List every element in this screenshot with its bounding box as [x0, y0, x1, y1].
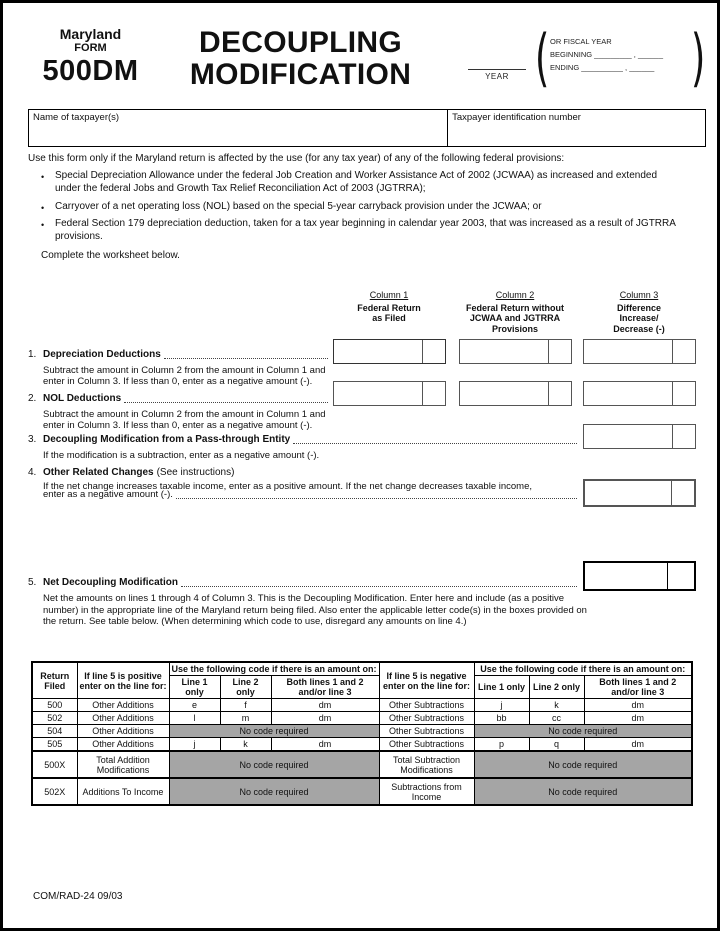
line3-title: Decoupling Modification from a Pass-through Entity [43, 434, 291, 445]
line4-row [28, 467, 580, 479]
cell-form: 502 [32, 712, 77, 725]
line5-subtext: Net the amounts on lines 1 through 4 of Column 3. This is the Decoupling Modification. Enter here and include (as a positive number) in the appropriate line of the Maryland return being filed. Also enter the applicable letter code(s) in the boxes provided on the return. See table below. (When determining which code to use, disregard any amounts on line 4.) [43, 593, 587, 627]
line1-row [28, 349, 331, 361]
form-revision-code: COM/RAD-24 09/03 [33, 891, 123, 902]
dotted-leader [164, 358, 328, 359]
cell-form: 502X [32, 778, 77, 805]
bullet-icon: • [41, 220, 45, 230]
cell-negative-line: Other Subtractions [379, 725, 474, 738]
taxpayer-name-label: Name of taxpayer(s) [33, 112, 120, 123]
cell-no-code: No code required [169, 725, 379, 738]
code-table-row-500 [32, 699, 692, 712]
cell-code: dm [271, 712, 379, 725]
code-table-row-505 [32, 738, 692, 752]
line1-subtext: Subtract the amount in Column 2 from the amount in Column 1 and enter in Column 3. If less than 0, enter as a negative amount (-). [43, 365, 326, 387]
bullet-icon: • [41, 172, 45, 182]
line3-amount-box[interactable] [583, 424, 696, 449]
taxpayer-box [28, 109, 706, 147]
th-negative: If line 5 is negative enter on the line for: [379, 662, 474, 699]
cell-code: f [220, 699, 271, 712]
line4-subtext: If the net change increases taxable income, enter as a positive amount. If the net change decreases taxable income, [43, 481, 533, 492]
code-table [31, 661, 693, 806]
cell-no-code: No code required [474, 778, 692, 805]
th-positive: If line 5 is positive enter on the line for: [77, 662, 169, 699]
line5-number: 5. [28, 577, 37, 588]
line2-col2-amount-box[interactable] [459, 381, 572, 406]
cell-positive-line: Other Additions [77, 725, 169, 738]
cell-code: cc [529, 712, 584, 725]
cell-code: m [220, 712, 271, 725]
cell-negative-line: Other Subtractions [379, 699, 474, 712]
line3-subtext: If the modification is a subtraction, enter as a negative amount (-). [43, 450, 320, 461]
fiscal-ending-field[interactable]: ENDING __________ , ______ [550, 63, 655, 72]
column-3-label: Column 3 [619, 290, 659, 300]
form-id-block [33, 27, 148, 87]
column-1-label: Column 1 [369, 290, 409, 300]
cell-code: l [169, 712, 220, 725]
bullet-icon: • [41, 203, 45, 213]
state-name: Maryland [59, 26, 122, 42]
cell-negative-line: Total Subtraction Modifications [379, 751, 474, 778]
cell-code: p [474, 738, 529, 752]
cell-no-code: No code required [474, 751, 692, 778]
line1-number: 1. [28, 349, 37, 360]
line4-note: (See instructions) [156, 467, 235, 478]
line3-number: 3. [28, 434, 37, 445]
column-2-header: Column 2 Federal Return without JCWAA and JGTRRA Provisions [453, 290, 577, 334]
th-use-code-positive: Use the following code if there is an amount on: [169, 662, 379, 676]
intro-text: Use this form only if the Maryland return is affected by the use (for any tax year) of any of the following federal provisions: [28, 153, 565, 164]
line1-col3-amount-box[interactable] [583, 339, 696, 364]
dotted-leader [124, 402, 328, 403]
cell-positive-line: Other Additions [77, 738, 169, 752]
form-word: FORM [74, 42, 107, 54]
form-title-line2: MODIFICATION [189, 58, 412, 91]
fiscal-beginning-field[interactable]: BEGINNING _________ , ______ [550, 50, 663, 59]
line4-subtext2-row [43, 489, 580, 501]
cell-no-code: No code required [474, 725, 692, 738]
fiscal-year-fields[interactable] [550, 35, 690, 74]
cell-negative-line: Other Subtractions [379, 712, 474, 725]
cell-positive-line: Additions To Income [77, 778, 169, 805]
cell-code: j [169, 738, 220, 752]
dotted-leader [293, 443, 577, 444]
column-3-header: Column 3 Difference Increase/ Decrease (-) [577, 290, 701, 334]
cell-form: 500X [32, 751, 77, 778]
bullet-text: Special Depreciation Allowance under the federal Job Creation and Worker Assistance Act of 2002 (JCWAA) as increased and extended under the federal Jobs and Growth Tax Relief Reconciliation Act of 2003 (JGTRRA); [55, 170, 658, 194]
cell-code: bb [474, 712, 529, 725]
line5-row [28, 577, 580, 589]
bullet-text: Federal Section 179 depreciation deduction, taken for a tax year beginning in calendar year 2003, that was increased as a result of JGTRRA provisions. [55, 218, 676, 242]
line2-subtext: Subtract the amount in Column 2 from the amount in Column 1 and enter in Column 3. If less than 0, enter as a negative amount (-). [43, 409, 326, 431]
cell-code: k [220, 738, 271, 752]
cell-code: dm [271, 699, 379, 712]
line2-col3-amount-box[interactable] [583, 381, 696, 406]
cell-form: 504 [32, 725, 77, 738]
line4-title: Other Related Changes [43, 467, 154, 478]
dotted-leader [176, 498, 577, 499]
line4-number: 4. [28, 467, 37, 478]
code-table-row-502X [32, 778, 692, 805]
line3-row [28, 434, 580, 446]
cell-negative-line: Subtractions from Income [379, 778, 474, 805]
cell-positive-line: Other Additions [77, 712, 169, 725]
cell-positive-line: Total Addition Modifications [77, 751, 169, 778]
cell-code: dm [584, 699, 692, 712]
taxpayer-id-label: Taxpayer identification number [452, 112, 581, 123]
taxpayer-id-field[interactable] [448, 110, 705, 146]
line1-col2-amount-box[interactable] [459, 339, 572, 364]
code-table-row-500X [32, 751, 692, 778]
cell-negative-line: Other Subtractions [379, 738, 474, 752]
bullet-text: Carryover of a net operating loss (NOL) based on the special 5-year carryback provision under the JCWAA; or [55, 201, 542, 212]
tax-year-block [458, 21, 710, 94]
cell-no-code: No code required [169, 778, 379, 805]
line2-number: 2. [28, 393, 37, 404]
fiscal-paren-close: ) [690, 21, 706, 94]
column-1-header: Column 1 Federal Return as Filed [327, 290, 451, 324]
fiscal-paren-open: ( [534, 21, 550, 94]
cell-code: k [529, 699, 584, 712]
th-return-filed: Return Filed [32, 662, 77, 699]
line2-col1-amount-box[interactable] [333, 381, 446, 406]
taxpayer-name-field[interactable] [29, 110, 448, 146]
cell-code: dm [584, 738, 692, 752]
code-table-row-504 [32, 725, 692, 738]
line5-amount-box[interactable] [583, 561, 696, 591]
cell-code: j [474, 699, 529, 712]
form-number: 500DM [42, 55, 139, 87]
code-table-row-502 [32, 712, 692, 725]
line2-title: NOL Deductions [43, 393, 122, 404]
complete-worksheet-note: Complete the worksheet below. [41, 250, 180, 261]
cell-code: dm [584, 712, 692, 725]
th-both-lines: Both lines 1 and 2 and/or line 3 [271, 676, 379, 699]
line1-title: Depreciation Deductions [43, 349, 161, 360]
th-line1-only: Line 1 only [474, 676, 529, 699]
cell-form: 500 [32, 699, 77, 712]
fiscal-year-caption: OR FISCAL YEAR [550, 37, 612, 46]
column-2-label: Column 2 [495, 290, 535, 300]
dotted-leader [181, 586, 577, 587]
form-title-line1: DECOUPLING [198, 26, 402, 59]
line5-title: Net Decoupling Modification [43, 577, 178, 588]
th-use-code-negative: Use the following code if there is an amount on: [474, 662, 692, 676]
cell-positive-line: Other Additions [77, 699, 169, 712]
line4-subtext2: enter as a negative amount (-). [43, 489, 173, 500]
year-label: YEAR [485, 72, 509, 81]
cell-no-code: No code required [169, 751, 379, 778]
bullet-item [41, 201, 693, 215]
line1-col1-amount-box[interactable] [333, 339, 446, 364]
th-line2-only: Line 2 only [529, 676, 584, 699]
th-line2-only: Line 2 only [220, 676, 271, 699]
form-title [153, 27, 448, 91]
th-both-lines: Both lines 1 and 2 and/or line 3 [584, 676, 692, 699]
line2-row [28, 393, 331, 405]
year-blank-field[interactable] [468, 69, 526, 70]
th-line1-only: Line 1 only [169, 676, 220, 699]
cell-code: e [169, 699, 220, 712]
cell-form: 505 [32, 738, 77, 752]
bullet-item [41, 218, 693, 243]
cell-code: q [529, 738, 584, 752]
cell-code: dm [271, 738, 379, 752]
bullet-item [41, 170, 693, 195]
